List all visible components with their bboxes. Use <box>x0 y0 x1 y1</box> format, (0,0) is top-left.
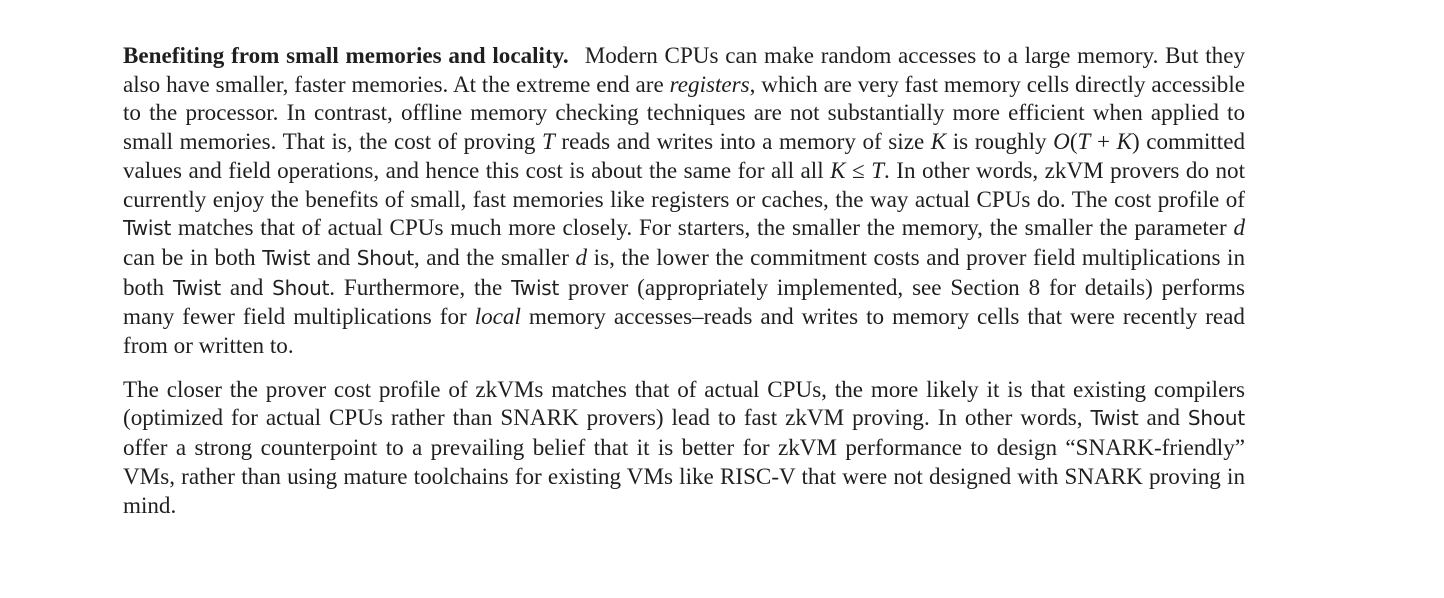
math-var-k: K <box>830 156 846 183</box>
text-run: offer a strong counterpoint to a prevailing belief that it is better for zkVM performance to design “SNARK-friendly” VMs, rather than using mature toolchains for existing VMs like RISC-V that were not designed with SNARK proving in mind. <box>123 434 1245 518</box>
protocol-name-twist: Twist <box>1090 406 1139 431</box>
text-run: , which are very fast memory cells directly accessible to the processor. In contrast, offline memory checking techniques are not substantially more efficient when applied to small memories. That is, the cost of proving <box>123 70 1245 155</box>
text-run: , and the smaller <box>413 243 576 270</box>
text-run: matches that of actual CPUs much more closely. For starters, the smaller the memory, the smaller the parameter <box>171 214 1234 241</box>
text-run: Modern CPUs can make random accesses to a large memory. But they also have smaller, faster memories. At the extreme end are <box>123 42 1245 97</box>
document-page <box>123 41 1245 519</box>
paragraph-heading: Benefiting from small memories and locality. <box>123 42 569 68</box>
text-run: The closer the prover cost profile of zkVMs matches that of actual CPUs, the more likely it is that existing compilers (optimized for actual CPUs rather than SNARK provers) lead to fast zkVM proving. In other words, <box>123 375 1245 431</box>
math-paren-open: ( <box>1069 128 1078 155</box>
math-var-t: T <box>871 156 885 183</box>
math-var-k: K <box>930 128 947 155</box>
emphasis-registers: registers <box>669 70 750 97</box>
math-leq: ≤ <box>845 156 872 183</box>
text-run: and <box>310 243 357 270</box>
text-run: reads and writes into a memory of size <box>554 128 931 155</box>
math-paren-close: ) <box>1131 128 1140 155</box>
text-run: committed values and field operations, and hence this cost is about the same for all all <box>123 128 1246 183</box>
protocol-name-twist: Twist <box>172 275 222 300</box>
paragraph-prover-cost <box>123 375 1245 520</box>
text-run: prover (appropriately implemented, see Section 8 for details) performs many fewer field multiplications for <box>123 273 1245 330</box>
protocol-name-twist: Twist <box>511 275 560 300</box>
emphasis-local: local <box>474 303 521 330</box>
text-run: is, the lower the commitment costs and prover field multiplications in both <box>123 243 1245 300</box>
text-run: . In other words, zkVM provers do not currently enjoy the benefits of small, fast memories like registers or caches, the way actual CPUs do. The cost profile of <box>123 156 1245 212</box>
protocol-name-twist: Twist <box>123 216 172 241</box>
math-plus: + <box>1090 128 1117 155</box>
math-var-d: d <box>575 243 588 270</box>
math-var-t: T <box>542 128 555 155</box>
math-var-t: T <box>1077 128 1091 155</box>
protocol-name-twist: Twist <box>262 245 311 270</box>
protocol-name-shout: Shout <box>272 275 330 300</box>
text-run: can be in both <box>123 243 263 270</box>
protocol-name-shout: Shout <box>356 245 414 270</box>
math-var-k: K <box>1116 128 1132 155</box>
protocol-name-shout: Shout <box>1187 406 1245 431</box>
text-run: memory accesses–reads and writes to memory cells that were recently read from or written to. <box>123 303 1245 359</box>
math-big-o: O <box>1053 128 1070 155</box>
text-run: and <box>1138 404 1188 431</box>
text-run: is roughly <box>946 128 1054 155</box>
paragraph-locality <box>123 41 1245 360</box>
math-var-d: d <box>1233 214 1245 241</box>
text-run: and <box>221 273 273 300</box>
text-run: . Furthermore, the <box>329 273 512 300</box>
